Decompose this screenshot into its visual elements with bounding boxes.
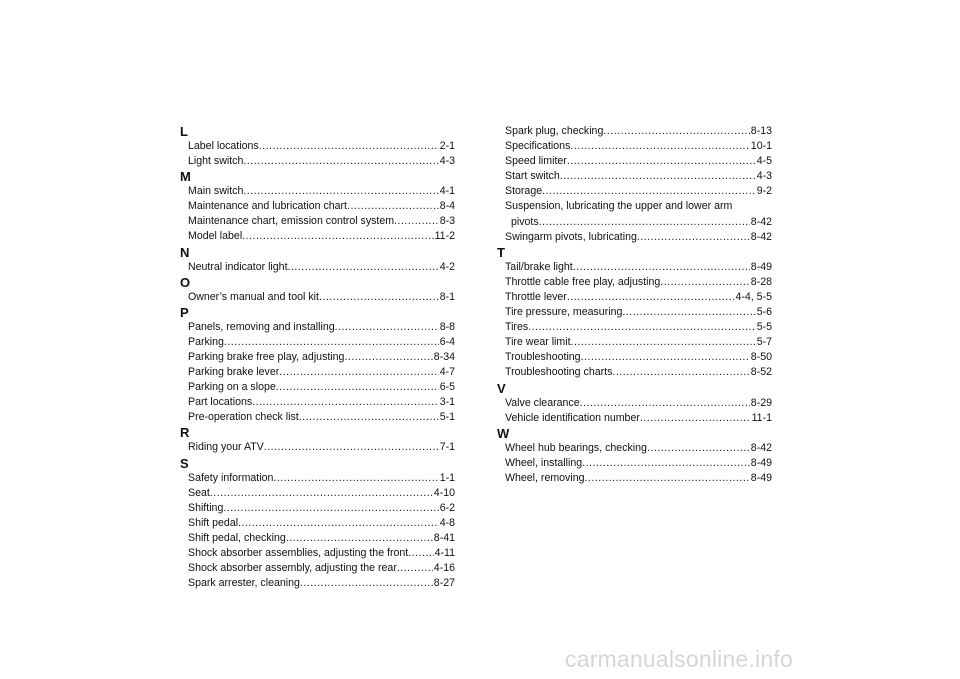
dot-leader <box>279 365 438 380</box>
dot-leader <box>567 290 735 305</box>
index-entry-text: Throttle lever <box>505 290 567 303</box>
dot-leader <box>210 486 433 501</box>
dot-leader <box>560 169 756 184</box>
index-entry[interactable] <box>497 441 772 456</box>
index-entry-page: 5-1 <box>439 411 455 424</box>
index-entry-text: Maintenance and lubrication chart <box>188 200 348 213</box>
index-entry[interactable] <box>497 139 772 154</box>
dot-leader <box>408 546 433 561</box>
dot-leader <box>347 199 439 214</box>
index-entry-page: 4-4, 5-5 <box>735 290 772 303</box>
index-entry[interactable] <box>497 471 772 486</box>
index-entry[interactable] <box>180 139 455 154</box>
index-entry-text: Troubleshooting charts <box>505 366 613 379</box>
index-entry-text: Parking brake free play, adjusting <box>188 350 345 363</box>
index-entry-text: Shift pedal, checking <box>188 531 286 544</box>
index-entry[interactable] <box>180 516 455 531</box>
index-entry-page: 11-2 <box>434 230 455 243</box>
index-entry-page: 8-8 <box>439 320 455 333</box>
index-entry[interactable] <box>180 561 455 576</box>
index-entry-page: 2-1 <box>439 140 455 152</box>
dot-leader <box>276 380 439 395</box>
dot-leader <box>243 184 438 199</box>
index-letter-heading: P <box>180 304 189 320</box>
index-entry-text: Tire pressure, measuring <box>505 306 623 319</box>
index-entry[interactable] <box>180 290 455 305</box>
index-entry[interactable] <box>497 305 772 320</box>
index-entry-text: Spark arrester, cleaning <box>188 577 300 590</box>
dot-leader <box>603 124 749 139</box>
index-letter-heading: W <box>497 425 510 441</box>
index-entry-page: 8-1 <box>439 290 455 303</box>
dot-leader <box>300 576 433 591</box>
index-entry-page: 8-28 <box>750 275 772 288</box>
index-entry[interactable] <box>497 215 772 230</box>
index-entry-text: Shift pedal <box>188 516 239 529</box>
dot-leader <box>567 154 756 169</box>
index-entry-text: Start switch <box>505 170 560 183</box>
index-entry-page: 6-2 <box>439 501 455 514</box>
index-entry[interactable] <box>497 124 772 139</box>
dot-leader <box>252 395 439 410</box>
index-entry-page: 4-7 <box>439 366 455 379</box>
index-entry-text: Wheel, removing <box>505 471 585 484</box>
index-entry-text: Tail/brake light <box>505 260 573 273</box>
dot-leader <box>640 411 751 426</box>
index-entry-page: 7-1 <box>439 441 455 454</box>
index-entry-text: Panels, removing and installing <box>188 320 335 333</box>
index-entry[interactable] <box>180 260 455 275</box>
index-entry[interactable] <box>180 335 455 350</box>
index-entry-text: Safety information <box>188 471 274 484</box>
index-entry-text: Speed limiter <box>505 155 567 168</box>
dot-leader <box>622 305 755 320</box>
index-entry-text: Throttle cable free play, adjusting <box>505 275 661 288</box>
dot-leader <box>584 471 749 486</box>
index-entry[interactable] <box>497 335 772 350</box>
index-entry[interactable] <box>497 260 772 275</box>
dot-leader <box>335 320 439 335</box>
dot-leader <box>286 531 433 546</box>
dot-leader <box>344 350 432 365</box>
index-entry-page: 8-3 <box>439 215 455 228</box>
dot-leader <box>528 320 756 335</box>
index-entry-text: Parking <box>188 335 224 348</box>
dot-leader <box>394 214 439 229</box>
index-entry-page: 8-50 <box>750 351 772 364</box>
dot-leader <box>288 260 439 275</box>
index-entry-text: Light switch <box>188 155 244 168</box>
index-entry-text: Specifications <box>505 140 571 153</box>
index-entry-text: Part locations <box>188 396 253 409</box>
index-entry[interactable] <box>497 456 772 471</box>
index-letter-heading: L <box>180 124 188 139</box>
index-entry[interactable] <box>497 169 772 184</box>
index-entry-page: 8-42 <box>750 230 772 243</box>
index-entry[interactable] <box>180 501 455 516</box>
index-entry-text: Parking brake lever <box>188 366 280 379</box>
index-entry[interactable] <box>497 290 772 305</box>
index-entry[interactable] <box>180 320 455 335</box>
index-entry-text: Swingarm pivots, lubricating <box>505 230 637 243</box>
dot-leader <box>542 184 756 199</box>
index-letter-heading: O <box>180 274 191 290</box>
index-entry-text: Shifting <box>188 501 224 514</box>
index-entry-text: Spark plug, checking <box>505 125 604 137</box>
index-entry-text: Neutral indicator light <box>188 260 288 273</box>
index-entry-text: Owner’s manual and tool kit <box>188 290 319 303</box>
index-entry[interactable] <box>497 184 772 199</box>
index-entry-text: Storage <box>505 185 543 198</box>
index-entry-page: 8-49 <box>750 456 772 469</box>
index-entry[interactable] <box>180 184 455 199</box>
index-entry-page: 8-42 <box>750 215 772 228</box>
dot-leader <box>243 154 438 169</box>
index-entry-page: 8-52 <box>750 366 772 379</box>
index-entry-text: Maintenance chart, emission control system <box>188 215 395 228</box>
index-entry-page: 4-11 <box>434 546 455 559</box>
index-entry-text: Vehicle identification number <box>505 411 640 424</box>
index-entry-text: pivots <box>511 215 539 228</box>
index-letter-heading: T <box>497 244 505 260</box>
index-entry[interactable] <box>497 350 772 365</box>
index-entry-page: 5-5 <box>756 321 772 334</box>
index-entry-text: Model label <box>188 230 243 243</box>
index-entry-page: 6-4 <box>439 335 455 348</box>
index-entry-text: Wheel hub bearings, checking <box>505 441 647 454</box>
index-entry-page: 8-41 <box>433 531 455 544</box>
index-entry-text: Suspension, lubricating the upper and lower arm <box>505 200 733 213</box>
index-entry-page: 8-29 <box>750 396 772 409</box>
index-entry[interactable] <box>497 199 772 214</box>
index-entry-page: 10-1 <box>750 140 772 153</box>
index-entry[interactable] <box>497 411 772 426</box>
index-entry[interactable] <box>180 229 455 244</box>
index-entry-page: 8-13 <box>750 125 772 137</box>
index-entry-text: Main switch <box>188 185 244 198</box>
dot-leader <box>581 350 750 365</box>
dot-leader <box>223 501 438 516</box>
index-entry[interactable] <box>180 199 455 214</box>
index-entry-text: Wheel, installing <box>505 456 583 469</box>
dot-leader <box>612 365 749 380</box>
dot-leader <box>580 396 750 411</box>
index-entry-page: 3-1 <box>439 396 455 409</box>
index-entry-text: Tire wear limit <box>505 336 571 349</box>
index-entry-page: 8-42 <box>750 441 772 454</box>
index-entry-page: 8-49 <box>750 471 772 484</box>
index-entry-page: 4-16 <box>433 562 455 575</box>
dot-leader <box>264 440 439 455</box>
index-entry-text: Troubleshooting <box>505 351 581 364</box>
dot-leader <box>647 441 750 456</box>
dot-leader <box>319 290 439 305</box>
index-column-right <box>497 124 772 486</box>
index-entry[interactable] <box>180 440 455 455</box>
index-entry-page: 4-3 <box>756 170 772 183</box>
index-entry[interactable] <box>180 410 455 425</box>
index-entry-page: 5-7 <box>756 336 772 349</box>
index-entry[interactable] <box>180 546 455 561</box>
index-entry[interactable] <box>180 576 455 591</box>
index-entry-text: Shock absorber assemblies, adjusting the front <box>188 546 409 559</box>
index-letter-heading: V <box>497 380 506 396</box>
index-entry-page: 4-5 <box>756 155 772 168</box>
index-entry-page: 11-1 <box>751 411 772 424</box>
index-entry-page: 5-6 <box>756 306 772 319</box>
index-entry[interactable] <box>497 275 772 290</box>
index-entry[interactable] <box>180 350 455 365</box>
index-entry-page: 4-2 <box>439 260 455 273</box>
dot-leader <box>570 139 749 154</box>
dot-leader <box>573 260 750 275</box>
dot-leader <box>571 335 756 350</box>
index-entry[interactable] <box>497 154 772 169</box>
index-column-left <box>180 124 455 591</box>
index-entry-page: 4-3 <box>439 155 455 168</box>
index-entry-page: 8-34 <box>433 350 455 363</box>
dot-leader <box>539 215 750 230</box>
index-letter-heading: M <box>180 169 191 185</box>
index-entry-text: Pre-operation check list <box>188 411 299 424</box>
index-entry[interactable] <box>180 154 455 169</box>
index-entry[interactable] <box>180 486 455 501</box>
index-entry[interactable] <box>180 365 455 380</box>
dot-leader <box>660 275 750 290</box>
index-letter-heading: N <box>180 244 190 260</box>
index-entry[interactable] <box>497 230 772 245</box>
dot-leader <box>259 139 439 154</box>
dot-leader <box>299 410 439 425</box>
index-entry[interactable] <box>497 396 772 411</box>
index-entry-page: 8-49 <box>750 260 772 273</box>
index-entry[interactable] <box>180 531 455 546</box>
index-entry[interactable] <box>180 214 455 229</box>
index-entry-text: Tires <box>505 321 529 334</box>
index-entry[interactable] <box>497 320 772 335</box>
index-entry[interactable] <box>180 471 455 486</box>
dot-leader <box>273 471 438 486</box>
index-entry-text: Label locations <box>188 140 259 152</box>
index-entry-text: Valve clearance <box>505 396 580 409</box>
index-entry[interactable] <box>180 380 455 395</box>
index-entry-text: Seat <box>188 486 210 499</box>
index-letter-heading: R <box>180 425 190 441</box>
index-entry-text: Riding your ATV <box>188 441 264 454</box>
index-entry-page: 8-4 <box>439 200 455 213</box>
index-entry-text: Shock absorber assembly, adjusting the rear <box>188 562 397 575</box>
watermark: carmanualsonline.info <box>565 646 793 672</box>
dot-leader <box>242 229 433 244</box>
index-entry[interactable] <box>497 365 772 380</box>
dot-leader <box>397 561 433 576</box>
index-entry-page: 4-1 <box>439 185 455 198</box>
index-entry-page: 9-2 <box>756 185 772 198</box>
dot-leader <box>582 456 750 471</box>
index-entry-page: 8-27 <box>433 577 455 590</box>
index-entry-page: 4-8 <box>439 516 455 529</box>
index-entry-page: 6-5 <box>439 381 455 394</box>
index-entry-text: Parking on a slope <box>188 381 276 394</box>
dot-leader <box>224 335 439 350</box>
index-letter-heading: S <box>180 455 189 471</box>
index-entry-page: 1-1 <box>439 471 455 484</box>
index-entry-page: 4-10 <box>433 486 455 499</box>
index-entry[interactable] <box>180 395 455 410</box>
dot-leader <box>238 516 439 531</box>
dot-leader <box>637 230 750 245</box>
